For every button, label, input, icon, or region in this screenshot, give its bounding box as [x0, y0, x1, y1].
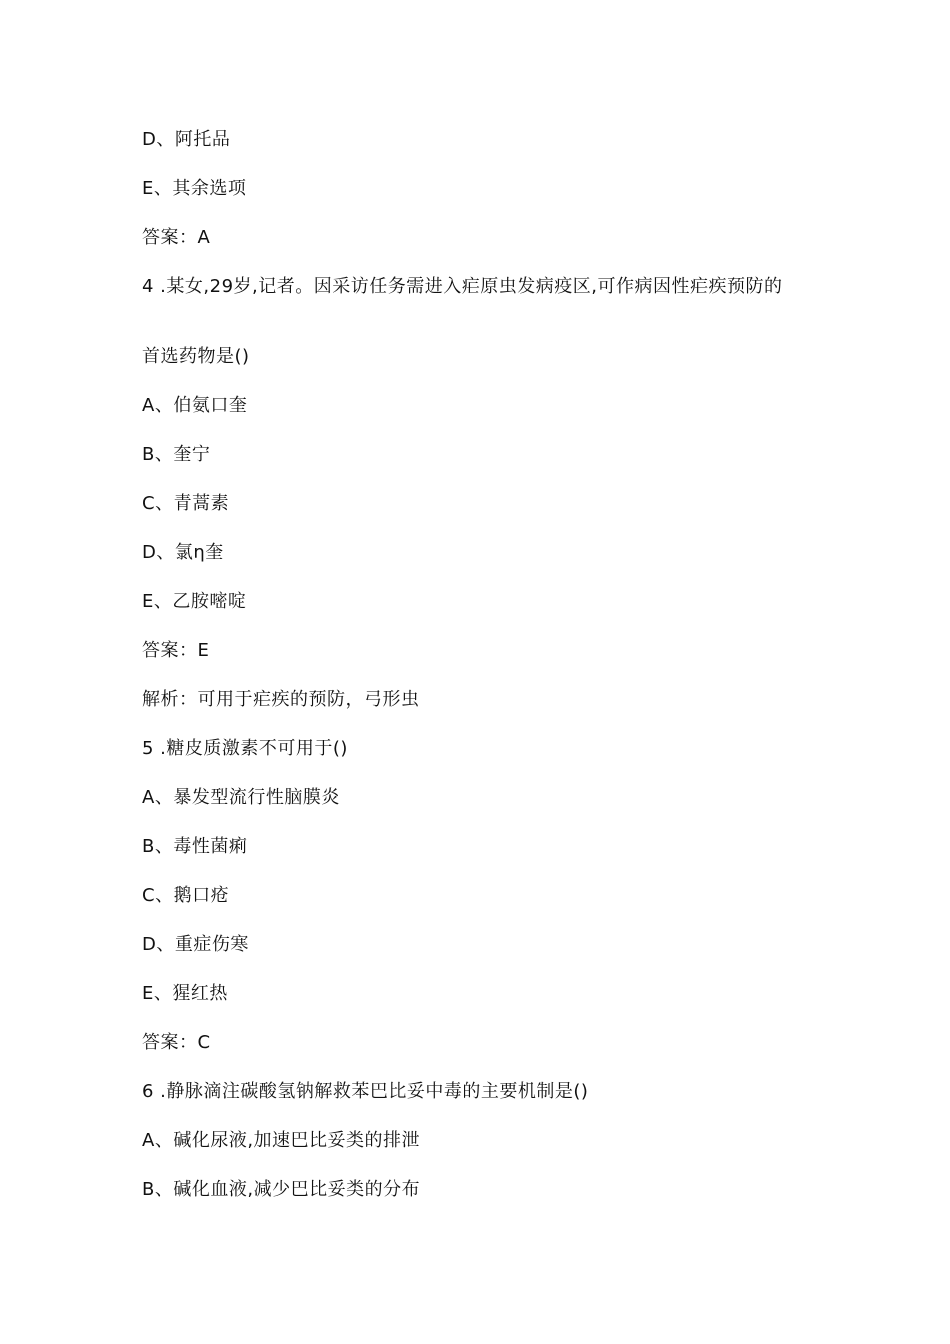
q5-option-d: D、重症伤寒 [142, 934, 249, 955]
q3-option-e: E、其余选项 [142, 178, 247, 199]
q5-option-a: A、暴发型流行性脑膜炎 [142, 787, 340, 808]
q4-option-b: B、奎宁 [142, 444, 211, 465]
q4-analysis: 解析：可用于疟疾的预防，弓形虫 [142, 689, 420, 710]
q4-option-e: E、乙胺嘧啶 [142, 591, 247, 612]
q5-option-e: E、猩红热 [142, 983, 228, 1004]
q4-option-d: D、氯η奎 [142, 542, 224, 563]
q4-stem: 4 .某女,29岁,记者。因采访任务需进入疟原虫发病疫区,可作病因性疟疾预防的 [142, 276, 783, 297]
q6-stem: 6 .静脉滴注碳酸氢钠解救苯巴比妥中毒的主要机制是() [142, 1081, 589, 1102]
q3-answer: 答案：A [142, 227, 211, 248]
q6-option-b: B、碱化血液,减少巴比妥类的分布 [142, 1179, 421, 1200]
q4-option-a: A、伯氨口奎 [142, 395, 248, 416]
q5-stem: 5 .糖皮质激素不可用于() [142, 738, 348, 759]
q4-option-c: C、青蒿素 [142, 493, 230, 514]
q4-stem-continued: 首选药物是() [142, 346, 250, 367]
q3-option-d: D、阿托品 [142, 129, 231, 150]
q5-option-c: C、鹅口疮 [142, 885, 230, 906]
q5-option-b: B、毒性菌痢 [142, 836, 248, 857]
q6-option-a: A、碱化尿液,加速巴比妥类的排泄 [142, 1130, 421, 1151]
q5-answer: 答案：C [142, 1032, 211, 1053]
q4-answer: 答案：E [142, 640, 210, 661]
